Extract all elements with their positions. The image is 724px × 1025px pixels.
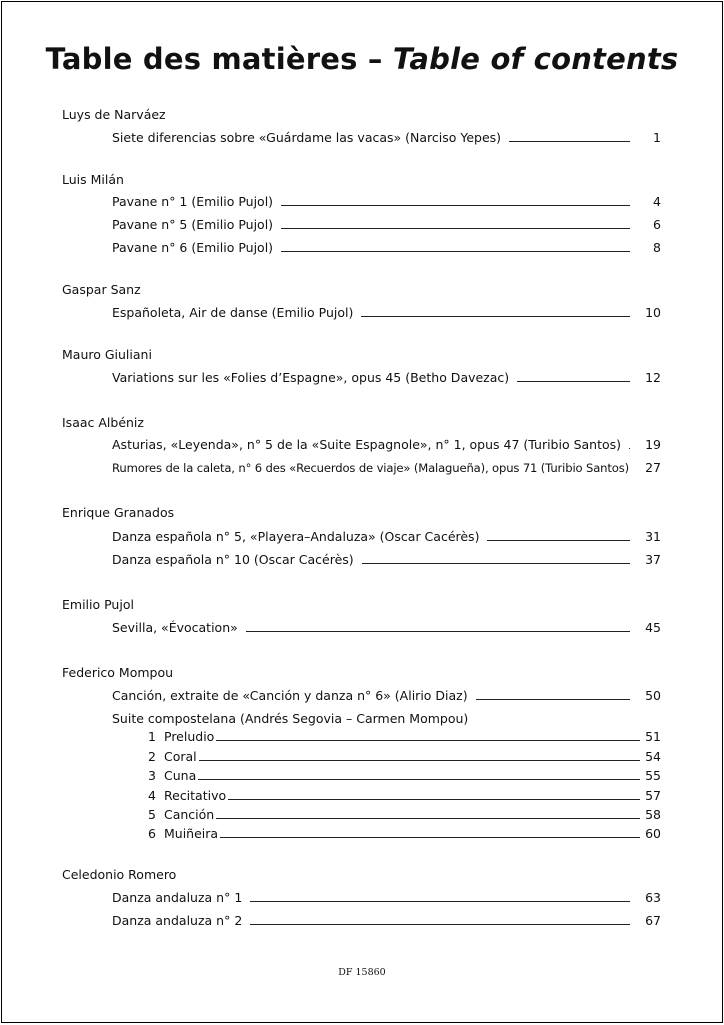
page-number: 4: [653, 194, 661, 209]
toc-entry[interactable]: [112, 551, 640, 569]
composer-heading: Enrique Granados: [62, 505, 175, 520]
page-number: 45: [645, 620, 661, 635]
page-number: 63: [645, 890, 661, 905]
toc-entry[interactable]: [112, 304, 640, 322]
toc-entry[interactable]: [112, 436, 640, 454]
footer-catalog-number: DF 15860: [338, 967, 386, 978]
leader-line: [281, 193, 630, 206]
composer-heading: Isaac Albéniz: [62, 415, 144, 430]
toc-entry[interactable]: [112, 129, 640, 147]
toc-entry[interactable]: [112, 889, 640, 907]
page-number: 60: [645, 826, 661, 841]
entry-title: Pavane n° 6 (Emilio Pujol): [112, 240, 274, 255]
movement-entry[interactable]: [146, 787, 640, 805]
page-number: 27: [645, 460, 661, 475]
leader-line: [517, 369, 630, 382]
toc-entry[interactable]: [112, 459, 640, 477]
movement-entry[interactable]: [146, 728, 640, 746]
entry-title: Danza andaluza n° 2: [112, 913, 243, 928]
leader-line: [216, 728, 640, 741]
entry-title: Rumores de la caleta, n° 6 des «Recuerdos de viaje» (Malagueña), opus 71 (Turibio Santos): [112, 461, 629, 475]
movement-title: Coral: [164, 749, 197, 764]
leader-line: [216, 806, 640, 819]
toc-entry[interactable]: [112, 216, 640, 234]
suite-title: Suite compostelana (Andrés Segovia – Carmen Mompou): [112, 711, 469, 726]
movement-entry[interactable]: [146, 748, 640, 766]
entry-title: Pavane n° 1 (Emilio Pujol): [112, 194, 274, 209]
movement-number: 6: [148, 826, 156, 841]
entry-title: Danza española n° 10 (Oscar Cacérès): [112, 552, 354, 567]
page-number: 31: [645, 529, 661, 544]
page-title: [2, 42, 722, 76]
composer-heading: Luys de Narváez: [62, 107, 166, 122]
toc-entry[interactable]: [112, 687, 640, 705]
page-number: 19: [645, 437, 661, 452]
composer-heading: Mauro Giuliani: [62, 347, 152, 362]
page-number: 12: [645, 370, 661, 385]
page-number: 6: [653, 217, 661, 232]
entry-title: Sevilla, «Évocation»: [112, 620, 238, 635]
title-fr: Table des matières –: [45, 42, 393, 76]
page-number: 57: [645, 788, 661, 803]
page-number: 8: [653, 240, 661, 255]
toc-entry[interactable]: [112, 239, 640, 257]
toc-entry[interactable]: [112, 369, 640, 387]
toc-entry[interactable]: [112, 619, 640, 637]
movement-number: 4: [148, 788, 156, 803]
movement-title: Canción: [164, 807, 215, 822]
leader-line: [362, 551, 630, 564]
movement-number: 3: [148, 768, 156, 783]
page-number: 54: [645, 749, 661, 764]
leader-line: [476, 687, 630, 700]
movement-number: 2: [148, 749, 156, 764]
title-en: Table of contents: [392, 42, 679, 76]
leader-line: [228, 787, 640, 800]
page-number: 50: [645, 688, 661, 703]
leader-line: [199, 748, 640, 761]
leader-line: [509, 129, 630, 142]
leader-line: [250, 912, 630, 925]
movement-number: 5: [148, 807, 156, 822]
toc-entry[interactable]: [112, 912, 640, 930]
toc-entry[interactable]: [112, 528, 640, 546]
leader-line: [198, 767, 640, 780]
leader-line: [220, 825, 640, 838]
entry-title: Españoleta, Air de danse (Emilio Pujol): [112, 305, 354, 320]
page-number: 51: [645, 729, 661, 744]
leader-line: [487, 528, 630, 541]
entry-title: Danza andaluza n° 1: [112, 890, 243, 905]
entry-title: Canción, extraite de «Canción y danza n° 6» (Alirio Diaz): [112, 688, 468, 703]
toc-entry[interactable]: [112, 193, 640, 211]
leader-line: [281, 239, 630, 252]
entry-title: Siete diferencias sobre «Guárdame las vacas» (Narciso Yepes): [112, 130, 502, 145]
movement-number: 1: [148, 729, 156, 744]
page-number: 1: [653, 130, 661, 145]
composer-heading: Gaspar Sanz: [62, 282, 141, 297]
entry-title: Asturias, «Leyenda», n° 5 de la «Suite Espagnole», n° 1, opus 47 (Turibio Santos): [112, 437, 622, 452]
entry-title: Pavane n° 5 (Emilio Pujol): [112, 217, 274, 232]
page-number: 10: [645, 305, 661, 320]
movement-entry[interactable]: [146, 825, 640, 843]
entry-title: Variations sur les «Folies d’Espagne», opus 45 (Betho Davezac): [112, 370, 510, 385]
composer-heading: Luis Milán: [62, 172, 124, 187]
composer-heading: Celedonio Romero: [62, 867, 177, 882]
page-number: 67: [645, 913, 661, 928]
movement-title: Muiñeira: [164, 826, 219, 841]
leader-line: [361, 304, 630, 317]
leader-line: [246, 619, 630, 632]
composer-heading: Federico Mompou: [62, 665, 174, 680]
page-number: 58: [645, 807, 661, 822]
leader-line: [281, 216, 630, 229]
composer-heading: Emilio Pujol: [62, 597, 134, 612]
leader-line: [250, 889, 630, 902]
movement-entry[interactable]: [146, 767, 640, 785]
movement-title: Preludio: [164, 729, 215, 744]
entry-title: Danza española n° 5, «Playera–Andaluza» (Oscar Cacérès): [112, 529, 480, 544]
page: [1, 1, 723, 1023]
movement-title: Cuna: [164, 768, 197, 783]
page-number: 37: [645, 552, 661, 567]
movement-entry[interactable]: [146, 806, 640, 824]
movement-title: Recitativo: [164, 788, 227, 803]
page-number: 55: [645, 768, 661, 783]
